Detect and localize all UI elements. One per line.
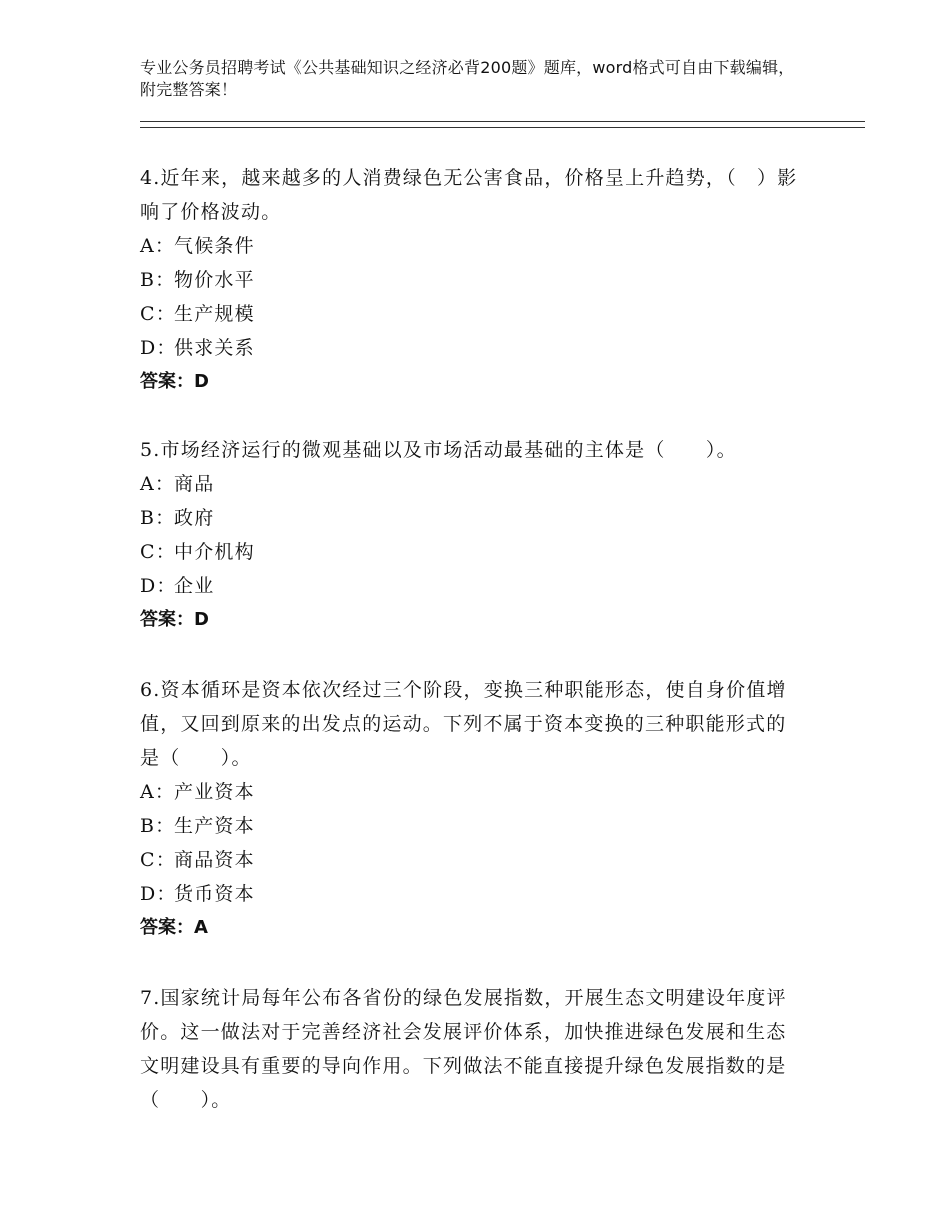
option-b	[140, 263, 800, 297]
option-key: A：	[140, 473, 176, 495]
option-a	[140, 229, 800, 263]
option-key: C：	[140, 849, 176, 871]
option-key: A：	[140, 781, 176, 803]
option-d	[140, 331, 800, 365]
option-text: 产业资本	[174, 781, 255, 803]
option-key: D：	[140, 883, 177, 905]
option-c	[140, 843, 800, 877]
document-header: 专业公务员招聘考试《公共基础知识之经济必背200题》题库，word格式可自由下载编辑，附完整答案！	[140, 58, 795, 99]
option-text: 货币资本	[174, 883, 255, 905]
option-text: 政府	[174, 507, 215, 529]
option-b	[140, 501, 800, 535]
question-4	[140, 161, 800, 399]
question-6	[140, 673, 800, 945]
question-stem: 5.市场经济运行的微观基础以及市场活动最基础的主体是（ ）。	[140, 439, 737, 461]
option-key: B：	[140, 269, 176, 291]
question-5	[140, 433, 800, 637]
option-key: A：	[140, 235, 176, 257]
option-text: 企业	[174, 575, 215, 597]
option-text: 中介机构	[174, 541, 255, 563]
question-stem: 7.国家统计局每年公布各省份的绿色发展指数，开展生态文明建设年度评价。这一做法对于完善经济社会发展评价体系，加快推进绿色发展和生态文明建设具有重要的导向作用。下列做法不能直接提升绿色发展指数的是（ ）。	[140, 987, 787, 1111]
question-7	[140, 981, 800, 1117]
answer-label: 答案：A	[140, 917, 208, 938]
option-text: 供求关系	[174, 337, 255, 359]
option-text: 气候条件	[174, 235, 255, 257]
option-d	[140, 569, 800, 603]
option-key: D：	[140, 337, 177, 359]
option-text: 商品	[174, 473, 215, 495]
question-stem: 4.近年来，越来越多的人消费绿色无公害食品，价格呈上升趋势，（ ）影响了价格波动。	[140, 167, 798, 223]
option-a	[140, 775, 800, 809]
option-text: 商品资本	[174, 849, 255, 871]
option-b	[140, 809, 800, 843]
option-text: 生产规模	[174, 303, 255, 325]
option-text: 物价水平	[174, 269, 255, 291]
option-c	[140, 535, 800, 569]
option-key: B：	[140, 507, 176, 529]
answer-label: 答案：D	[140, 609, 209, 630]
option-key: B：	[140, 815, 176, 837]
option-key: D：	[140, 575, 177, 597]
option-text: 生产资本	[174, 815, 255, 837]
option-a	[140, 467, 800, 501]
answer-label: 答案：D	[140, 371, 209, 392]
question-stem: 6.资本循环是资本依次经过三个阶段，变换三种职能形态，使自身价值增值，又回到原来的出发点的运动。下列不属于资本变换的三种职能形式的是（ ）。	[140, 679, 787, 769]
option-key: C：	[140, 541, 176, 563]
option-c	[140, 297, 800, 331]
option-d	[140, 877, 800, 911]
header-divider	[140, 121, 865, 128]
option-key: C：	[140, 303, 176, 325]
